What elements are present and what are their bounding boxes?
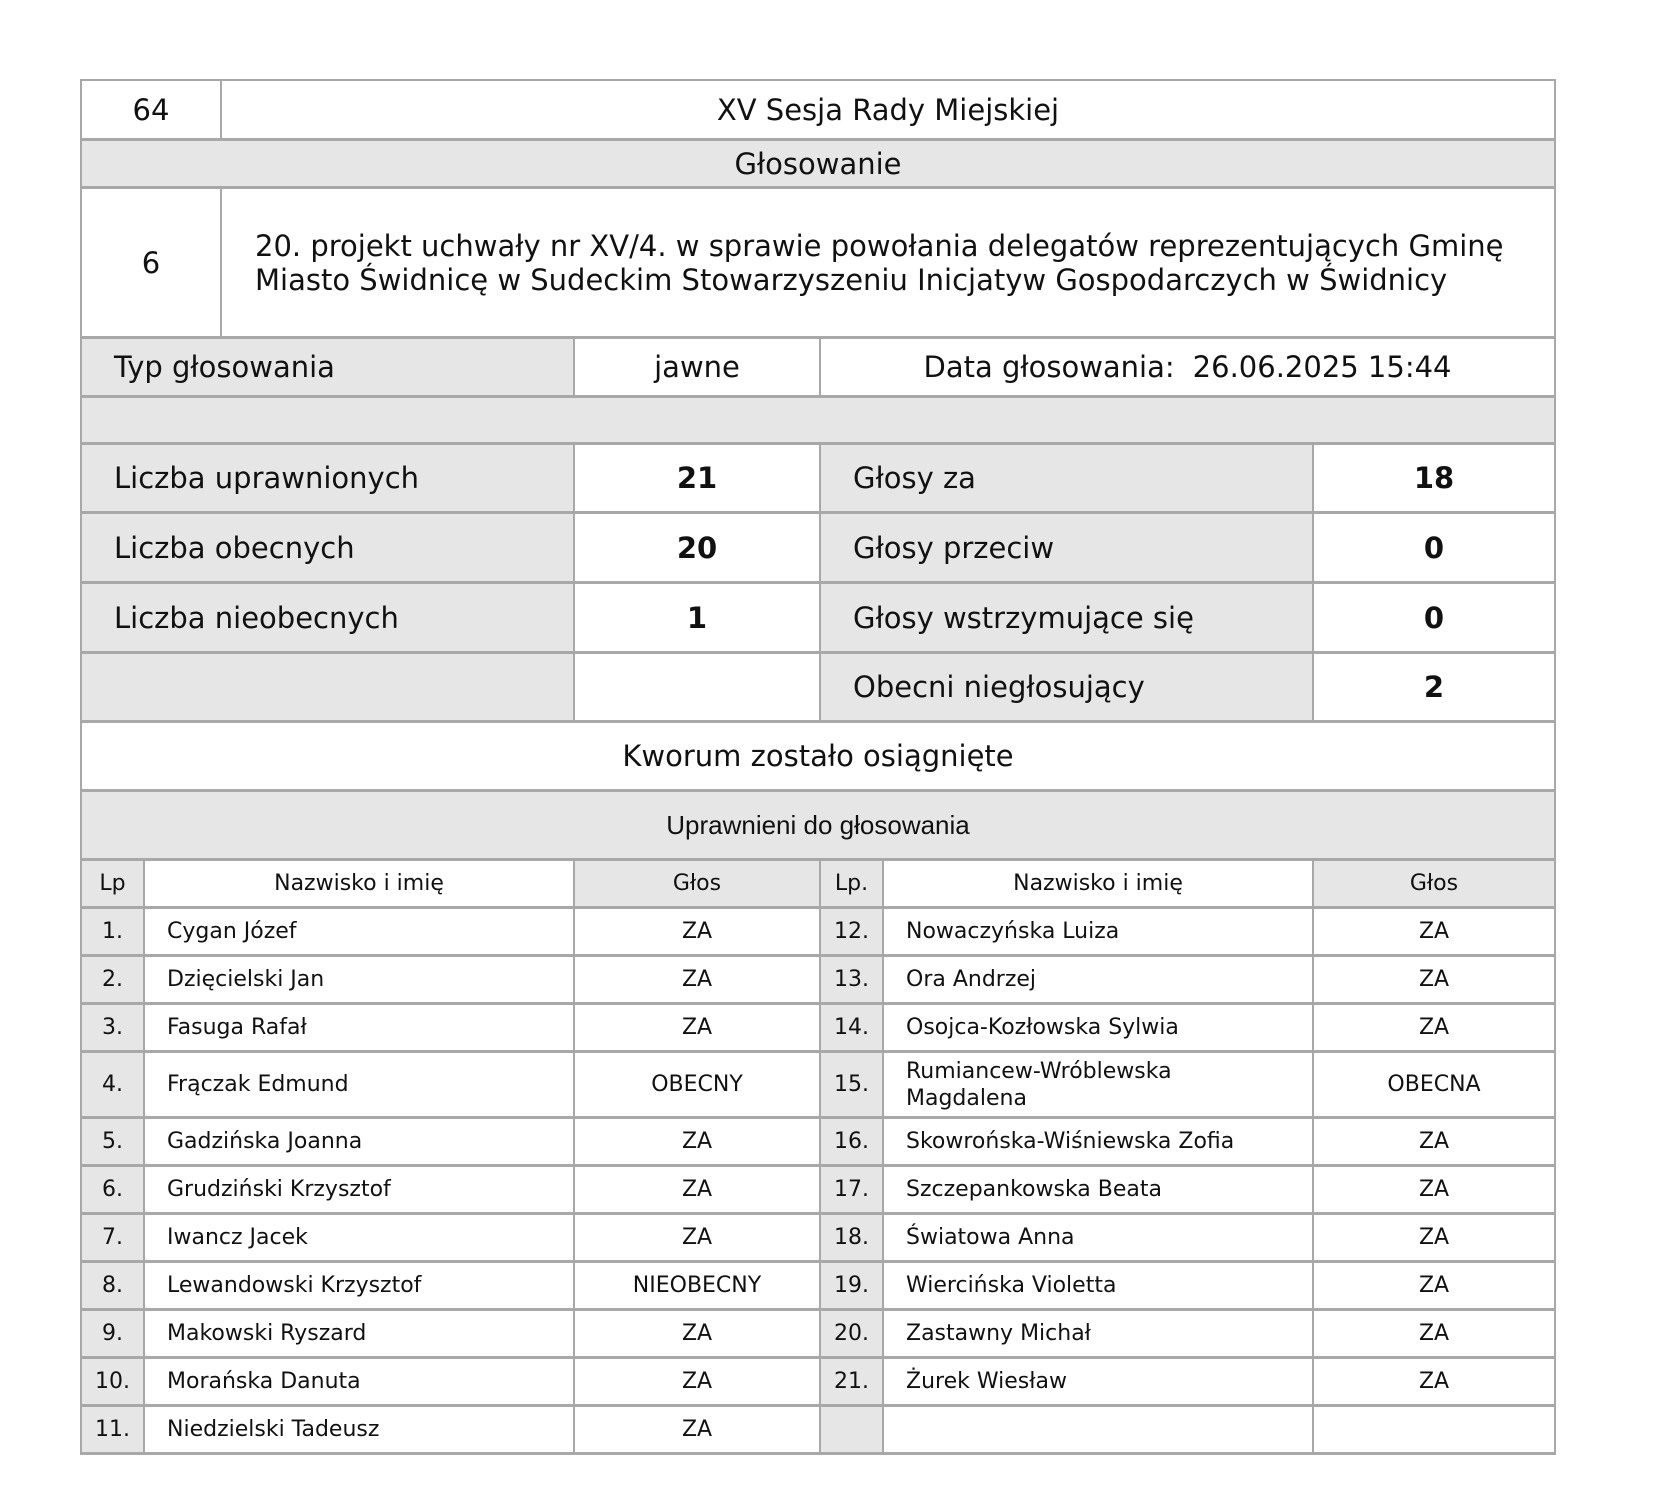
vote-date	[821, 339, 1556, 398]
voter-lp: 17.	[821, 1167, 884, 1215]
spacer-row	[82, 398, 1556, 445]
voter-row	[82, 1119, 1556, 1167]
voter-lp: 13.	[821, 957, 884, 1005]
summary-row	[82, 654, 1556, 723]
voter-vote: NIEOBECNY	[575, 1263, 821, 1311]
voter-lp: 10.	[82, 1359, 145, 1407]
voter-vote: ZA	[1314, 1263, 1556, 1311]
voter-vote: OBECNY	[575, 1053, 821, 1119]
voter-row	[82, 909, 1556, 957]
col-lp-right: Lp.	[821, 861, 884, 909]
voter-name: Makowski Ryszard	[145, 1311, 575, 1359]
voter-name: Ora Andrzej	[884, 957, 1314, 1005]
voter-row	[82, 1359, 1556, 1407]
voter-name: Zastawny Michał	[884, 1311, 1314, 1359]
entitled-value: 21	[575, 445, 821, 514]
voter-name: Nowaczyńska Luiza	[884, 909, 1314, 957]
voter-vote	[1314, 1407, 1556, 1455]
voter-vote: ZA	[575, 1005, 821, 1053]
voter-vote: ZA	[1314, 909, 1556, 957]
votes-against-label: Głosy przeciw	[821, 514, 1314, 584]
empty-value-cell	[575, 654, 821, 723]
voter-lp: 15.	[821, 1053, 884, 1119]
voter-vote: ZA	[575, 1167, 821, 1215]
votes-abstain-label: Głosy wstrzymujące się	[821, 584, 1314, 654]
record-number: 64	[82, 81, 222, 141]
section-title: Głosowanie	[82, 141, 1556, 189]
voter-name: Niedzielski Tadeusz	[145, 1407, 575, 1455]
voter-vote: ZA	[575, 957, 821, 1005]
summary-row	[82, 584, 1556, 654]
voter-vote: OBECNA	[1314, 1053, 1556, 1119]
voter-lp: 9.	[82, 1311, 145, 1359]
voter-lp: 1.	[82, 909, 145, 957]
absent-value: 1	[575, 584, 821, 654]
voter-vote: ZA	[1314, 957, 1556, 1005]
voting-record-table	[80, 79, 1556, 1455]
voter-name: Wiercińska Violetta	[884, 1263, 1314, 1311]
empty-label-cell	[82, 654, 575, 723]
voter-lp: 18.	[821, 1215, 884, 1263]
voter-name: Gadzińska Joanna	[145, 1119, 575, 1167]
present-value: 20	[575, 514, 821, 584]
voter-lp: 19.	[821, 1263, 884, 1311]
voter-name: Dzięcielski Jan	[145, 957, 575, 1005]
voter-lp: 2.	[82, 957, 145, 1005]
quorum-status: Kworum zostało osiągnięte	[82, 723, 1556, 792]
voter-vote: ZA	[1314, 1005, 1556, 1053]
voter-row	[82, 1311, 1556, 1359]
voter-name: Lewandowski Krzysztof	[145, 1263, 575, 1311]
voter-name: Grudziński Krzysztof	[145, 1167, 575, 1215]
voter-vote: ZA	[575, 909, 821, 957]
voter-lp: 4.	[82, 1053, 145, 1119]
voter-row	[82, 1053, 1556, 1119]
voter-name: Osojca-Kozłowska Sylwia	[884, 1005, 1314, 1053]
present-label: Liczba obecnych	[82, 514, 575, 584]
voter-row	[82, 957, 1556, 1005]
col-name-left: Nazwisko i imię	[145, 861, 575, 909]
votes-abstain-value: 0	[1314, 584, 1556, 654]
votes-for-label: Głosy za	[821, 445, 1314, 514]
voter-lp: 12.	[821, 909, 884, 957]
vote-date-value: 26.06.2025 15:44	[1192, 350, 1452, 384]
col-name-right: Nazwisko i imię	[884, 861, 1314, 909]
col-vote-left: Głos	[575, 861, 821, 909]
voter-vote: ZA	[575, 1311, 821, 1359]
voter-name: Skowrońska-Wiśniewska Zofia	[884, 1119, 1314, 1167]
absent-label: Liczba nieobecnych	[82, 584, 575, 654]
agenda-item-number: 6	[82, 189, 222, 339]
voter-vote: ZA	[575, 1407, 821, 1455]
vote-info-row	[82, 339, 1556, 398]
voter-lp: 8.	[82, 1263, 145, 1311]
voter-name: Iwancz Jacek	[145, 1215, 575, 1263]
votes-for-value: 18	[1314, 445, 1556, 514]
voter-lp: 21.	[821, 1359, 884, 1407]
voter-vote: ZA	[1314, 1311, 1556, 1359]
col-vote-right: Głos	[1314, 861, 1556, 909]
session-title: XV Sesja Rady Miejskiej	[222, 81, 1556, 141]
voter-name: Rumiancew-Wróblewska Magdalena	[884, 1053, 1314, 1119]
voter-name: Frączak Edmund	[145, 1053, 575, 1119]
summary-row	[82, 514, 1556, 584]
voter-name	[884, 1407, 1314, 1455]
voters-title: Uprawnieni do głosowania	[82, 792, 1556, 861]
voter-name: Cygan Józef	[145, 909, 575, 957]
col-lp-left: Lp	[82, 861, 145, 909]
voter-row	[82, 1005, 1556, 1053]
voters-header-row	[82, 861, 1556, 909]
voter-row	[82, 1263, 1556, 1311]
present-not-voting-value: 2	[1314, 654, 1556, 723]
voter-row	[82, 1167, 1556, 1215]
voter-row	[82, 1407, 1556, 1455]
quorum-row	[82, 723, 1556, 792]
voter-lp: 11.	[82, 1407, 145, 1455]
section-header-row	[82, 141, 1556, 189]
voter-row	[82, 1215, 1556, 1263]
voter-lp: 7.	[82, 1215, 145, 1263]
voter-lp: 16.	[821, 1119, 884, 1167]
voters-list	[82, 909, 1556, 1455]
entitled-label: Liczba uprawnionych	[82, 445, 575, 514]
voters-title-row	[82, 792, 1556, 861]
summary-row	[82, 445, 1556, 514]
voter-lp: 20.	[821, 1311, 884, 1359]
voter-lp: 5.	[82, 1119, 145, 1167]
vote-type-value: jawne	[575, 339, 821, 398]
agenda-item-row	[82, 189, 1556, 339]
voter-vote: ZA	[1314, 1359, 1556, 1407]
voter-name: Morańska Danuta	[145, 1359, 575, 1407]
voter-lp: 14.	[821, 1005, 884, 1053]
voter-vote: ZA	[1314, 1119, 1556, 1167]
vote-date-label: Data głosowania:	[923, 350, 1175, 384]
voter-vote: ZA	[1314, 1167, 1556, 1215]
voter-lp: 3.	[82, 1005, 145, 1053]
voter-vote: ZA	[575, 1359, 821, 1407]
voter-lp: 6.	[82, 1167, 145, 1215]
voter-name: Światowa Anna	[884, 1215, 1314, 1263]
spacer-cell	[82, 398, 1556, 445]
voter-vote: ZA	[575, 1215, 821, 1263]
agenda-item-title: 20. projekt uchwały nr XV/4. w sprawie powołania delegatów reprezentujących Gminę Miasto Świdnicę w Sudeckim Stowarzyszeniu Inicjatyw Gospodarczych w Świdnicy	[222, 189, 1556, 339]
voter-name: Żurek Wiesław	[884, 1359, 1314, 1407]
vote-type-label: Typ głosowania	[82, 339, 575, 398]
votes-against-value: 0	[1314, 514, 1556, 584]
session-header-row	[82, 81, 1556, 141]
voter-lp	[821, 1407, 884, 1455]
voter-vote: ZA	[1314, 1215, 1556, 1263]
voter-name: Szczepankowska Beata	[884, 1167, 1314, 1215]
voter-vote: ZA	[575, 1119, 821, 1167]
voter-name: Fasuga Rafał	[145, 1005, 575, 1053]
present-not-voting-label: Obecni niegłosujący	[821, 654, 1314, 723]
